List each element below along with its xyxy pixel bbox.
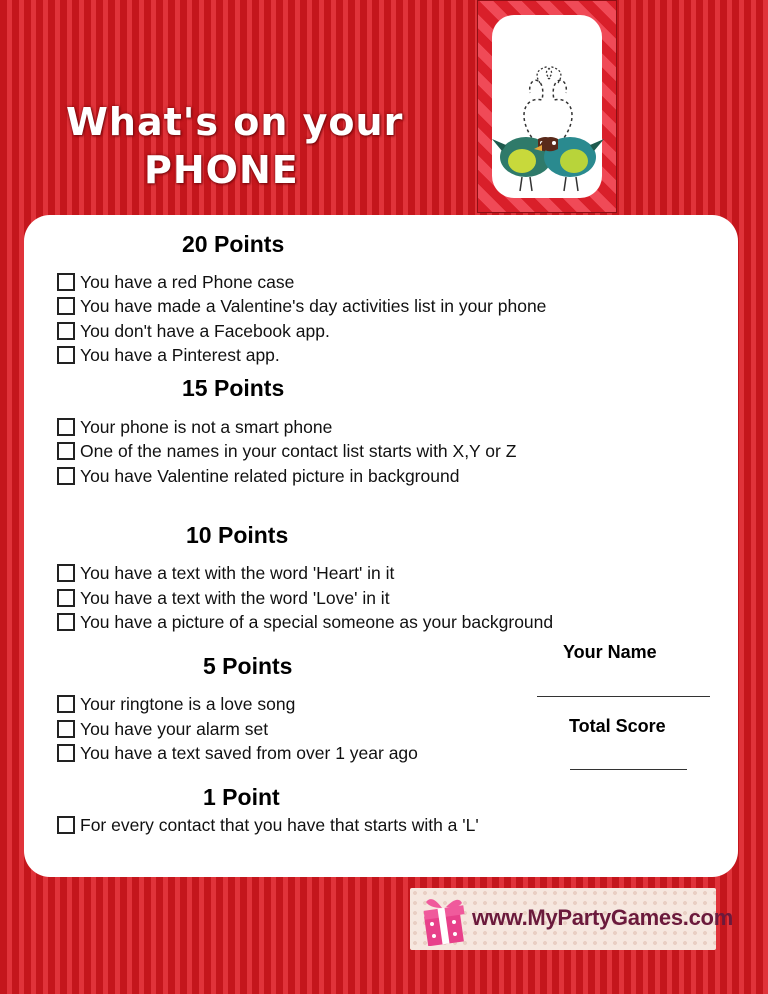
item-label: You have a text with the word 'Love' in it bbox=[80, 587, 390, 608]
title-line-1: What's on your bbox=[66, 100, 404, 144]
checklist-item[interactable] bbox=[57, 693, 295, 715]
checkbox-icon[interactable] bbox=[57, 695, 75, 713]
checklist-item[interactable] bbox=[57, 814, 479, 836]
item-label: You have a text saved from over 1 year ago bbox=[80, 742, 418, 763]
item-label: You have your alarm set bbox=[80, 718, 269, 739]
checkbox-icon[interactable] bbox=[57, 816, 75, 834]
checklist-item[interactable] bbox=[57, 562, 394, 584]
site-url[interactable]: www.MyPartyGames.com bbox=[472, 905, 733, 930]
your-name-label: Your Name bbox=[563, 642, 657, 662]
gift-box-icon bbox=[420, 894, 468, 946]
checklist-item[interactable] bbox=[57, 440, 516, 462]
item-label: Your phone is not a smart phone bbox=[80, 416, 333, 437]
item-label: One of the names in your contact list starts with X,Y or Z bbox=[80, 440, 517, 461]
item-label: You have a Pinterest app. bbox=[80, 344, 280, 365]
checkbox-icon[interactable] bbox=[57, 589, 75, 607]
item-label: Your ringtone is a love song bbox=[80, 693, 296, 714]
section-heading-10: 10 Points bbox=[186, 522, 289, 548]
title-line-2: PHONE bbox=[144, 148, 299, 192]
page-title bbox=[66, 100, 403, 192]
item-label: You have a picture of a special someone as your background bbox=[80, 611, 554, 632]
checkbox-icon[interactable] bbox=[57, 442, 75, 460]
total-score-label: Total Score bbox=[569, 716, 666, 736]
checklist-item[interactable] bbox=[57, 718, 268, 740]
checkbox-icon[interactable] bbox=[57, 720, 75, 738]
item-label: You don't have a Facebook app. bbox=[80, 320, 330, 341]
checkbox-icon[interactable] bbox=[57, 564, 75, 582]
checkbox-icon[interactable] bbox=[57, 346, 75, 364]
item-label: You have Valentine related picture in background bbox=[80, 465, 460, 486]
checkbox-icon[interactable] bbox=[57, 322, 75, 340]
checklist-item[interactable] bbox=[57, 271, 294, 293]
checkbox-icon[interactable] bbox=[57, 744, 75, 762]
your-name-line[interactable] bbox=[537, 696, 710, 697]
item-label: You have a text with the word 'Heart' in it bbox=[80, 562, 395, 583]
checklist-item[interactable] bbox=[57, 344, 280, 366]
item-label: You have a red Phone case bbox=[80, 271, 295, 292]
item-label: For every contact that you have that starts with a 'L' bbox=[80, 814, 479, 835]
item-label: You have made a Valentine's day activities list in your phone bbox=[80, 295, 547, 316]
section-heading-1: 1 Point bbox=[203, 784, 280, 810]
checkbox-icon[interactable] bbox=[57, 273, 75, 291]
lovebirds-heart-illustration bbox=[492, 15, 604, 200]
checklist-item[interactable] bbox=[57, 295, 546, 317]
checklist-item[interactable] bbox=[57, 742, 418, 764]
checkbox-icon[interactable] bbox=[57, 297, 75, 315]
checklist-item[interactable] bbox=[57, 587, 390, 609]
section-heading-20: 20 Points bbox=[182, 231, 285, 257]
checklist-item[interactable] bbox=[57, 611, 553, 633]
section-heading-15: 15 Points bbox=[182, 375, 285, 401]
checkbox-icon[interactable] bbox=[57, 418, 75, 436]
total-score-line[interactable] bbox=[570, 769, 687, 770]
section-heading-5: 5 Points bbox=[203, 653, 293, 679]
checkbox-icon[interactable] bbox=[57, 613, 75, 631]
checklist-item[interactable] bbox=[57, 320, 330, 342]
checklist-item[interactable] bbox=[57, 416, 332, 438]
checkbox-icon[interactable] bbox=[57, 467, 75, 485]
checklist-item[interactable] bbox=[57, 465, 459, 487]
lovebirds-frame bbox=[477, 0, 617, 213]
site-badge[interactable] bbox=[410, 888, 733, 950]
frame-inner bbox=[492, 15, 602, 198]
